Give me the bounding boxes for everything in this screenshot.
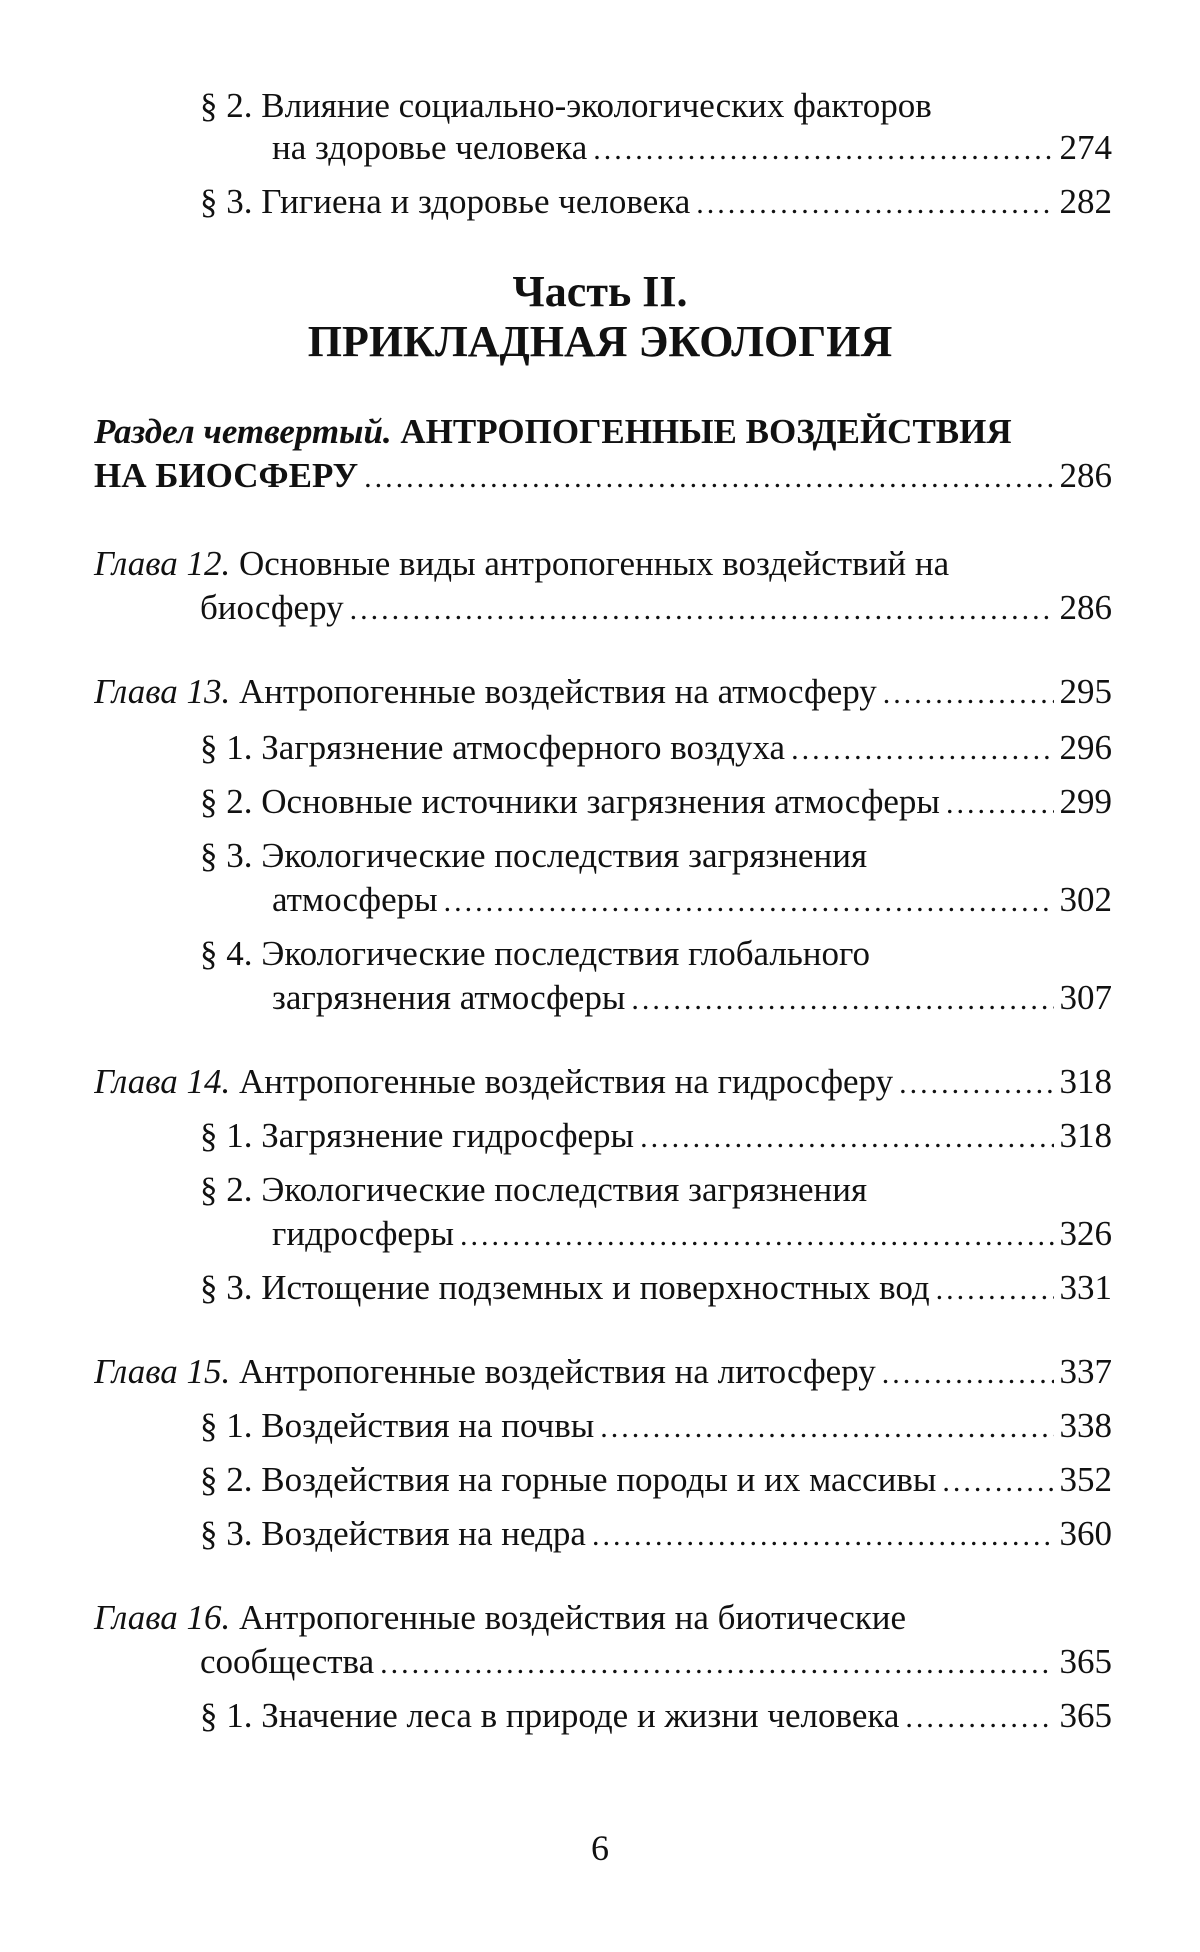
page-number: 360 (1059, 1514, 1112, 1553)
dot-leader (600, 1406, 1053, 1450)
division-label: Раздел четвертый. (94, 412, 392, 451)
dot-leader (364, 456, 1053, 500)
toc-section-title: § 1. Загрязнение гидросферы (200, 1116, 635, 1155)
dot-leader (882, 1352, 1054, 1396)
chapter-label: Глава 14. (94, 1062, 231, 1101)
page-number: 274 (1059, 128, 1112, 167)
toc-section-title: § 2. Влияние социально-экологических факторов (200, 86, 932, 125)
toc-section-line (200, 1168, 867, 1212)
chapter-title: Антропогенные воздействия на гидросферу (238, 1062, 894, 1101)
toc-section-title: § 2. Воздействия на горные породы и их массивы (200, 1460, 937, 1499)
dot-leader (946, 782, 1054, 826)
page-number: 299 (1059, 782, 1112, 821)
dot-leader (696, 182, 1053, 226)
toc-entry[interactable] (272, 878, 1112, 924)
page-number: 365 (1059, 1642, 1112, 1681)
toc-section-title: § 1. Воздействия на почвы (200, 1406, 595, 1445)
toc-entry[interactable] (200, 1640, 1112, 1686)
toc-entry[interactable] (200, 780, 1112, 826)
toc-entry[interactable] (200, 586, 1112, 632)
toc-section-title: § 3. Гигиена и здоровье человека (200, 182, 691, 221)
page-number: 338 (1059, 1406, 1112, 1445)
chapter-label: Глава 16. (94, 1598, 231, 1637)
chapter-heading (94, 1060, 893, 1104)
toc-section-title-cont: гидросферы (272, 1214, 454, 1253)
toc-section-title: § 3. Воздействия на недра (200, 1514, 586, 1553)
toc-entry[interactable] (94, 454, 1112, 500)
toc-section-title: § 3. Истощение подземных и поверхностных вод (200, 1268, 930, 1307)
toc-section-title: § 4. Экологические последствия глобального (200, 934, 870, 973)
page-number: 307 (1059, 978, 1112, 1017)
chapter-title: Основные виды антропогенных воздействий на (238, 544, 950, 583)
toc-entry[interactable] (200, 1114, 1112, 1160)
page-number: 318 (1059, 1062, 1112, 1101)
toc-section-title-cont: атмосферы (272, 880, 438, 919)
page-footer-number: 6 (591, 1828, 609, 1868)
page-number: 331 (1059, 1268, 1112, 1307)
toc-entry[interactable] (200, 1458, 1112, 1504)
chapter-title-cont: биосферу (200, 588, 344, 627)
chapter-heading (94, 670, 877, 714)
dot-leader (593, 128, 1053, 172)
toc-entry[interactable] (200, 1266, 1112, 1312)
dot-leader (350, 588, 1054, 632)
dot-leader (942, 1460, 1053, 1504)
dot-leader (899, 1062, 1053, 1106)
dot-leader (936, 1268, 1054, 1312)
chapter-heading (94, 1596, 906, 1640)
dot-leader (640, 1116, 1053, 1160)
toc-entry[interactable] (200, 1694, 1112, 1740)
toc-section-title: § 2. Экологические последствия загрязнения (200, 1170, 868, 1209)
toc-entry[interactable] (94, 670, 1112, 716)
dot-leader (883, 672, 1054, 716)
toc-section-title: § 2. Основные источники загрязнения атмосферы (200, 782, 940, 821)
division-title: АНТРОПОГЕННЫЕ ВОЗДЕЙСТВИЯ (400, 412, 1012, 451)
division-title-cont: НА БИОСФЕРУ (94, 456, 359, 495)
dot-leader (444, 880, 1054, 924)
dot-leader (791, 728, 1053, 772)
toc-section-line (200, 834, 867, 878)
page-number: 296 (1059, 728, 1112, 767)
toc-section-title: § 3. Экологические последствия загрязнения (200, 836, 868, 875)
toc-entry[interactable] (272, 126, 1112, 172)
chapter-label: Глава 13. (94, 672, 231, 711)
dot-leader (905, 1696, 1053, 1740)
toc-entry[interactable] (200, 180, 1112, 226)
toc-section-line (200, 84, 932, 128)
dot-leader (592, 1514, 1054, 1558)
page-number: 295 (1059, 672, 1112, 711)
chapter-label: Глава 15. (94, 1352, 231, 1391)
toc-entry[interactable] (200, 1512, 1112, 1558)
chapter-heading (94, 1350, 876, 1394)
toc-entry[interactable] (200, 1404, 1112, 1450)
page-number: 337 (1059, 1352, 1112, 1391)
page-number: 352 (1059, 1460, 1112, 1499)
toc-section-title: § 1. Значение леса в природе и жизни человека (200, 1696, 900, 1735)
page-number: 302 (1059, 880, 1112, 919)
chapter-title: Антропогенные воздействия на литосферу (238, 1352, 876, 1391)
dot-leader (631, 978, 1053, 1022)
page-number: 318 (1059, 1116, 1112, 1155)
toc-entry[interactable] (272, 1212, 1112, 1258)
page-number: 282 (1059, 182, 1112, 221)
chapter-title: Антропогенные воздействия на биотические (238, 1598, 907, 1637)
part-number: Часть II. (512, 267, 688, 316)
toc-section-line (200, 932, 870, 976)
chapter-label: Глава 12. (94, 544, 231, 583)
toc-entry[interactable] (94, 1350, 1112, 1396)
toc-entry[interactable] (94, 1060, 1112, 1106)
division-heading (94, 410, 1012, 454)
toc-section-title-cont: загрязнения атмосферы (272, 978, 626, 1017)
dot-leader (380, 1642, 1053, 1686)
page-number: 286 (1059, 588, 1112, 627)
toc-entry[interactable] (200, 726, 1112, 772)
chapter-title: Антропогенные воздействия на атмосферу (238, 672, 877, 711)
chapter-title-cont: сообщества (200, 1642, 375, 1681)
page-number: 365 (1059, 1696, 1112, 1735)
chapter-heading (94, 542, 949, 586)
toc-section-title-cont: на здоровье человека (272, 128, 588, 167)
page-number: 286 (1059, 456, 1112, 495)
dot-leader (460, 1214, 1054, 1258)
toc-section-title: § 1. Загрязнение атмосферного воздуха (200, 728, 786, 767)
toc-entry[interactable] (272, 976, 1112, 1022)
page-number: 326 (1059, 1214, 1112, 1253)
part-title: ПРИКЛАДНАЯ ЭКОЛОГИЯ (307, 317, 893, 366)
